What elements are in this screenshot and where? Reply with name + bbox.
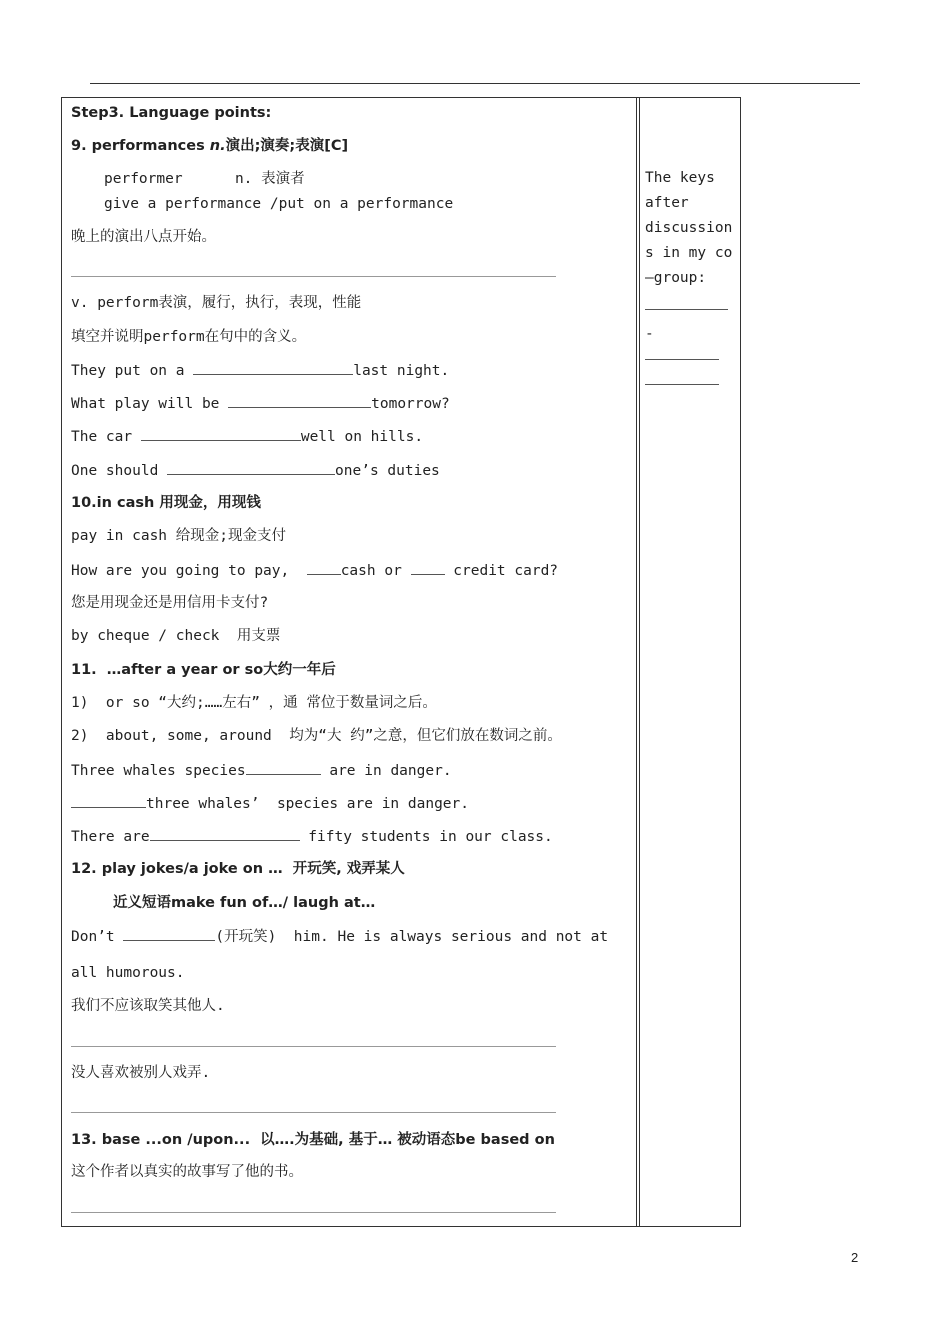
side-note-line-1: The keys [645,170,715,186]
sentence-text: One should [71,463,168,479]
fill-blank[interactable] [141,427,301,441]
students-sentence [71,827,553,846]
point-9-heading [71,137,348,155]
sentence-text: credit card? [444,563,559,579]
perform-verb-line: v. perform表演，履行，执行，表现，性能 [71,295,362,311]
translate-prompt-4: 这个作者以真实的故事写了他的书。 [71,1164,303,1180]
sentence-text: There are [71,829,150,845]
side-note-line-4: s in my co [645,245,733,261]
pay-in-cash-line: pay in cash 给现金;现金支付 [71,528,286,544]
sentence-text: Three whales species [71,763,246,779]
point-12-heading: 12. play jokes/a joke on … 开玩笑, 戏弄某人 [71,861,405,877]
step-heading: Step3. Language points: [71,105,272,121]
give-performance-line: give a performance /put on a performance [104,196,454,212]
exercise-sentence-4 [71,461,440,480]
point-12-synonyms: 近义短语make fun of…/ laugh at… [113,895,376,911]
answer-line-3[interactable] [71,1112,556,1113]
sentence-text: They put on a [71,363,194,379]
cheque-line: by cheque / check 用支票 [71,628,281,644]
side-note-line-2: after [645,195,689,211]
translate-prompt-1: 晚上的演出八点开始。 [71,229,216,245]
header-rule [90,83,860,84]
point-10-heading: 10.in cash 用现金，用现钱 [71,495,261,511]
fill-blank[interactable] [246,761,321,775]
sentence-text: The car [71,429,141,445]
answer-line-1[interactable] [71,276,556,277]
fill-blank[interactable] [411,561,445,575]
sentence-text: (开玩笑) him. He is always serious and not at [215,929,609,945]
sentence-text: How are you going to pay, [71,563,307,579]
how-pay-sentence [71,561,558,580]
humorous-line: all humorous. [71,965,185,981]
page-number: 2 [851,1250,859,1265]
whales-sentence-2 [71,794,469,813]
performer-line: performer n. 表演者 [104,171,305,187]
point-9-pos: n. [209,138,226,154]
sentence-text: cash or [340,563,411,579]
sentence-text: one’s duties [335,463,440,479]
side-note-line-5: —group: [645,270,707,286]
translate-prompt-3: 没人喜欢被别人戏弄. [71,1065,211,1081]
fill-blank[interactable] [228,394,371,408]
point-11-note-2: 2) about, some, around 均为“大 约”之意，但它们放在数词之前。 [71,728,562,744]
side-note-line-6: - [645,326,654,342]
side-note-line-3: discussion [645,220,733,236]
point-11-heading: 11. …after a year or so大约一年后 [71,662,336,678]
fill-blank[interactable] [167,461,335,475]
sentence-text: What play will be [71,396,229,412]
sentence-text: tomorrow? [371,396,450,412]
how-pay-translation: 您是用现金还是用信用卡支付? [71,595,269,611]
sentence-text: fifty students in our class. [299,829,553,845]
whales-sentence-1 [71,761,452,780]
side-blank-1[interactable] [645,309,728,310]
point-9-word: 9. performances [71,138,210,154]
answer-line-2[interactable] [71,1046,556,1047]
column-divider-inner [639,97,640,1227]
fill-blank[interactable] [193,361,353,375]
point-11-note-1: 1) or so “大约;……左右” ，通 常位于数量词之后。 [71,695,437,711]
fill-blank[interactable] [307,561,341,575]
exercise-sentence-3 [71,427,423,446]
side-blank-3[interactable] [645,384,719,385]
sentence-text: are in danger. [320,763,452,779]
column-divider [636,97,637,1227]
dont-sentence [71,927,608,946]
translate-prompt-2: 我们不应该取笑其他人. [71,998,225,1014]
fill-instruction: 填空并说明perform在句中的含义。 [71,329,307,345]
answer-line-4[interactable] [71,1212,556,1213]
fill-blank[interactable] [71,794,146,808]
sentence-text: well on hills. [300,429,424,445]
exercise-sentence-2 [71,394,450,413]
side-blank-2[interactable] [645,359,719,360]
exercise-sentence-1 [71,361,449,380]
sentence-text: three whales’ species are in danger. [146,796,470,812]
point-9-meaning: 演出;演奏;表演[C] [225,138,349,154]
sentence-text: last night. [353,363,450,379]
fill-blank[interactable] [123,927,215,941]
sentence-text: Don’t [71,929,124,945]
point-13-heading: 13. base ...on /upon... 以….为基础, 基于… 被动语态be based on [71,1132,555,1148]
fill-blank[interactable] [150,827,300,841]
